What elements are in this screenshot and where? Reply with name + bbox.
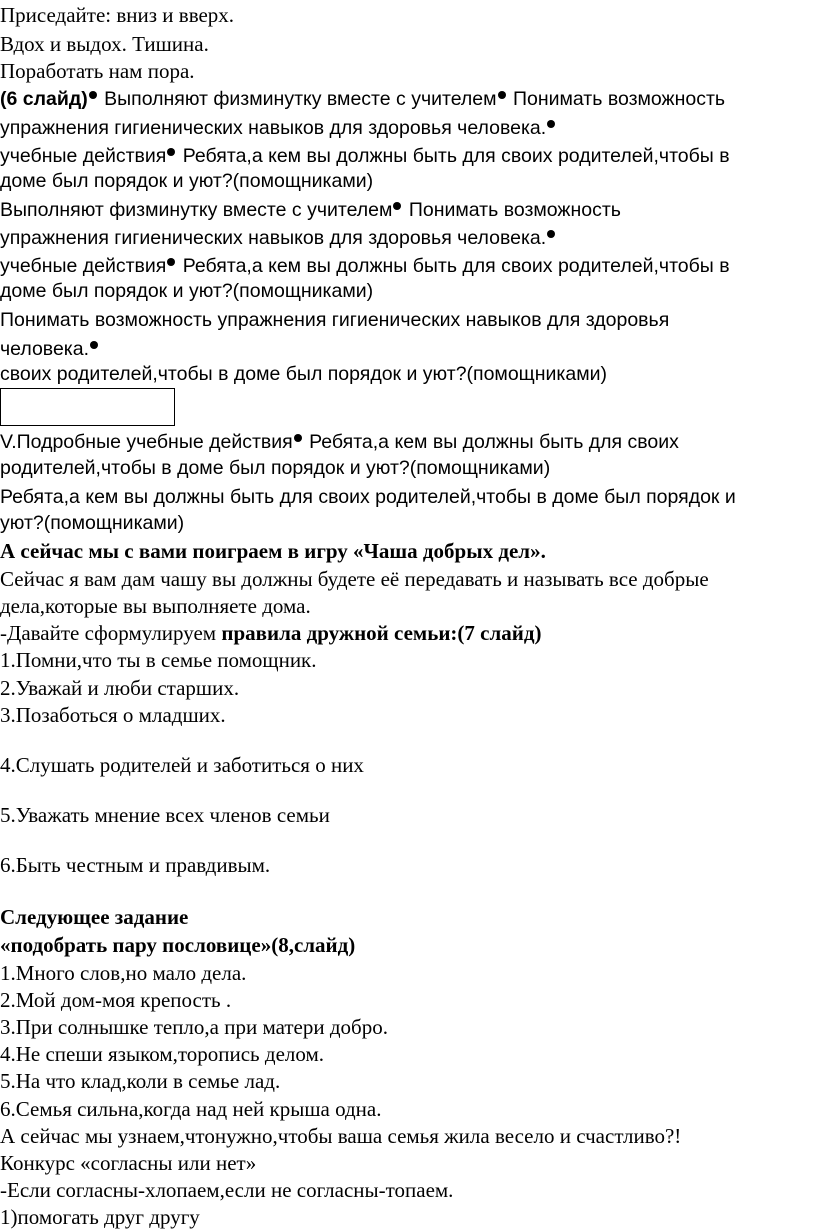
bullet-icon	[498, 91, 506, 99]
list-item: 1.Помни,что ты в семье помощник.	[0, 648, 317, 672]
empty-box	[0, 388, 175, 426]
rules-heading: правила дружной семьи:(7 слайд)	[221, 621, 542, 645]
list-item: 6.Быть честным и правдивым.	[0, 853, 271, 877]
list-item: 1)помогать друг другу	[0, 1205, 200, 1229]
text-line: своих родителей,чтобы в доме был порядок и уют?(помощниками)	[0, 363, 607, 385]
text-line: уют?(помощниками)	[0, 512, 185, 534]
text-line: А сейчас мы узнаем,чтонужно,чтобы ваша семья жила весело и счастливо?!	[0, 1124, 682, 1148]
bullet-icon	[294, 434, 302, 442]
bullet-icon	[547, 230, 555, 238]
text-line: доме был порядок и уют?(помощниками)	[0, 280, 374, 302]
text-line: Вдох и выдох. Тишина.	[0, 32, 209, 56]
text-line: родителей,чтобы в доме был порядок и уют?(помощниками)	[0, 457, 551, 479]
list-item: 2.Мой дом-моя крепость .	[0, 988, 232, 1012]
text-line: упражнения гигиенических навыков для здоровья человека.	[0, 115, 557, 141]
list-item: 5.На что клад,коли в семье лад.	[0, 1069, 281, 1093]
list-item: 5.Уважать мнение всех членов семьи	[0, 803, 330, 827]
text-line: дела,которые вы выполняете дома.	[0, 594, 311, 618]
text-line: V.Подробные учебные действия Ребята,а кем вы должны быть для своих	[0, 431, 679, 453]
game-heading: А сейчас мы с вами поиграем в игру «Чаша добрых дел».	[0, 539, 546, 563]
bullet-icon	[393, 202, 401, 210]
list-item: 3.При солнышке тепло,а при матери добро.	[0, 1015, 388, 1039]
task-subheading: «подобрать пару пословице»(8,слайд)	[0, 933, 356, 957]
list-item: 4.Слушать родителей и заботиться о них	[0, 753, 364, 777]
bullet-icon	[90, 341, 98, 349]
text-line: человека.	[0, 336, 100, 362]
text-line: Ребята,а кем вы должны быть для своих родителей,чтобы в доме был порядок и	[0, 486, 736, 508]
text-line: Поработать нам пора.	[0, 59, 195, 83]
text-line: Выполняют физминутку вместе с учителем Понимать возможность	[0, 199, 621, 221]
list-item: 3.Позаботься о младших.	[0, 703, 226, 727]
text-line: упражнения гигиенических навыков для здоровья человека.	[0, 225, 557, 251]
text-line: Приседайте: вниз и вверх.	[0, 3, 235, 27]
text-line: учебные действия Ребята,а кем вы должны быть для своих родителей,чтобы в	[0, 145, 730, 167]
list-item: 6.Семья сильна,когда над ней крыша одна.	[0, 1097, 382, 1121]
bullet-icon	[167, 148, 175, 156]
list-item: 2.Уважай и люби старших.	[0, 676, 240, 700]
text-line: учебные действия Ребята,а кем вы должны быть для своих родителей,чтобы в	[0, 255, 730, 277]
bullet-icon	[167, 258, 175, 266]
text-line: -Если согласны-хлопаем,если не согласны-топаем.	[0, 1178, 454, 1202]
bullet-icon	[89, 91, 97, 99]
list-item: 4.Не спеши языком,торопись делом.	[0, 1042, 325, 1066]
text-line: (6 слайд) Выполняют физминутку вместе с учителем Понимать возможность	[0, 88, 726, 110]
slide-label: (6 слайд)	[0, 88, 88, 110]
list-item: 1.Много слов,но мало дела.	[0, 961, 247, 985]
text-line: Сейчас я вам дам чашу вы должны будете её передавать и называть все добрые	[0, 567, 709, 591]
text-line: доме был порядок и уют?(помощниками)	[0, 170, 374, 192]
text-line: -Давайте сформулируем правила дружной семьи:(7 слайд)	[0, 621, 542, 645]
text-line: Понимать возможность упражнения гигиенических навыков для здоровья	[0, 309, 670, 331]
text-line: Конкурс «согласны или нет»	[0, 1151, 257, 1175]
bullet-icon	[547, 120, 555, 128]
task-heading: Следующее задание	[0, 905, 189, 929]
